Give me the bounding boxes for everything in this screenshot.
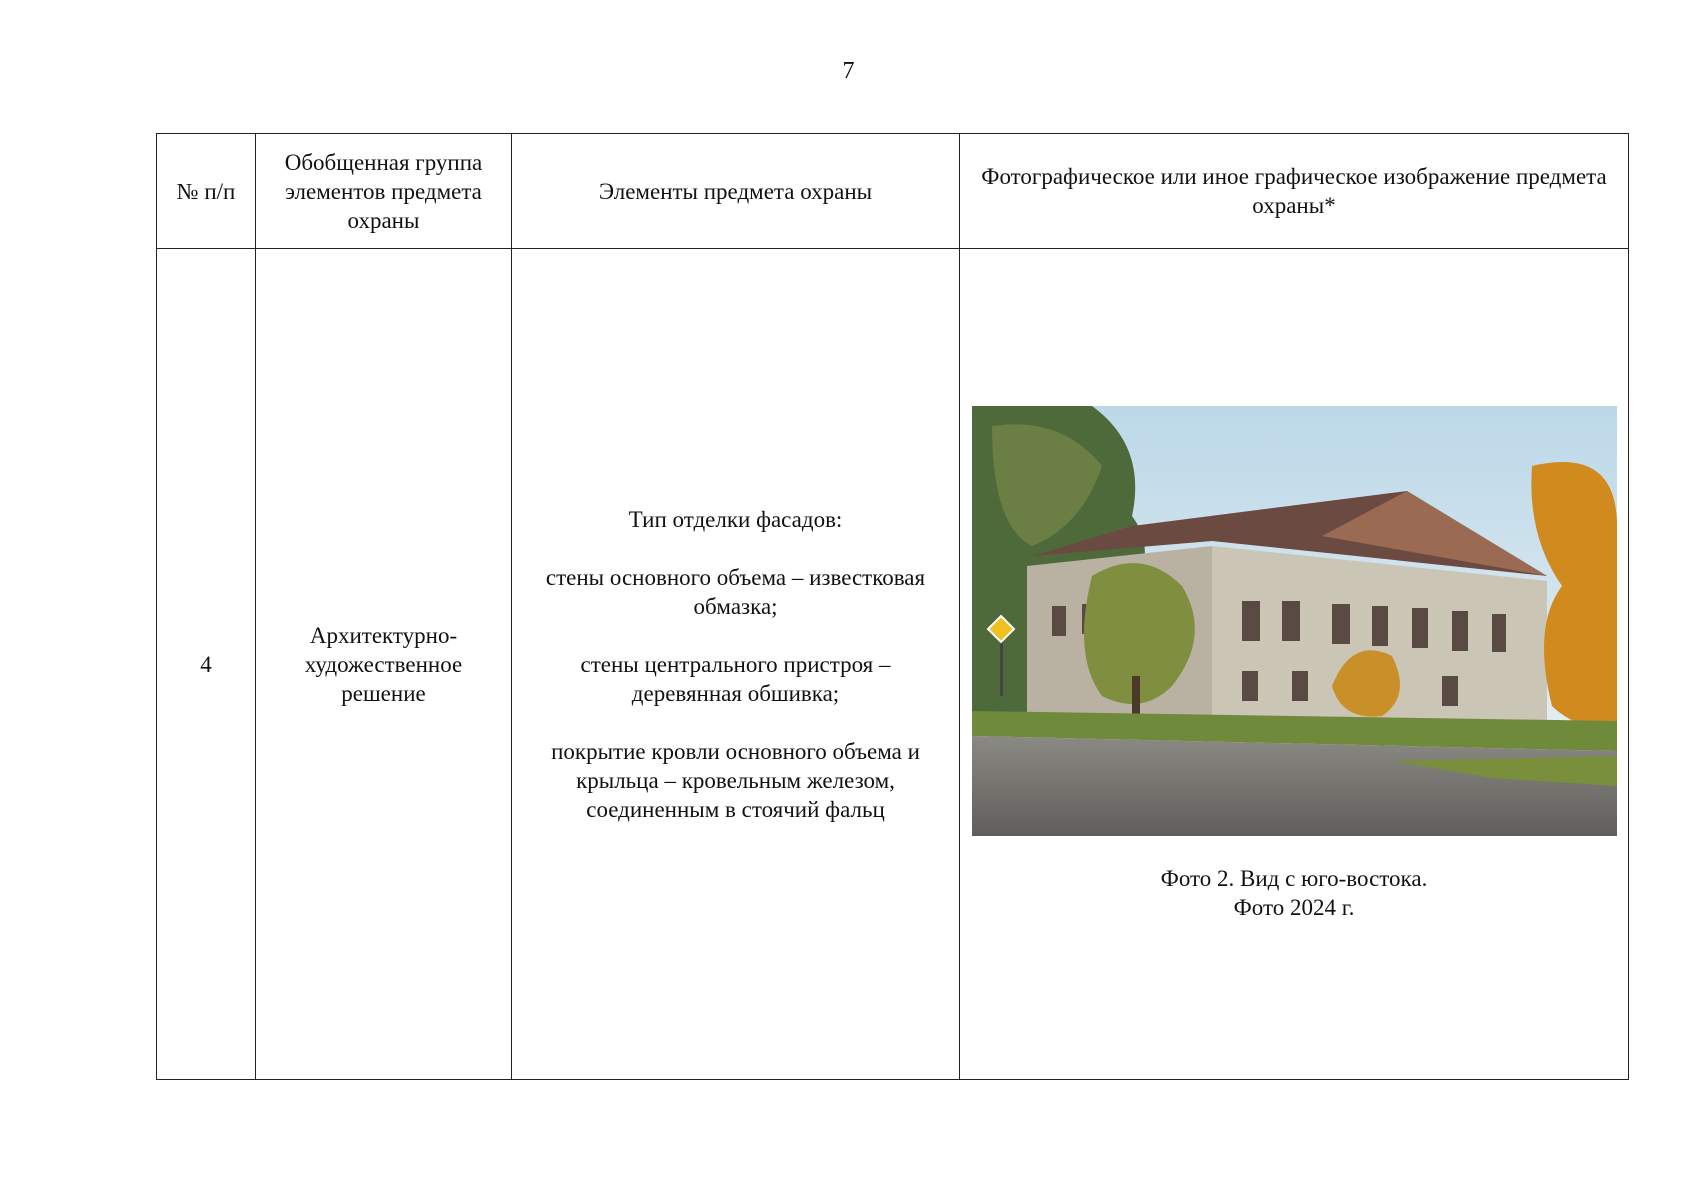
protection-elements-table (156, 133, 1629, 1080)
elements-item: стены центрального пристроя – деревянная обшивка; (580, 651, 891, 706)
caption-line-2: Фото 2024 г. (1233, 895, 1355, 920)
caption-line-1: Фото 2. Вид с юго-востока. (1160, 866, 1428, 891)
header-photo: Фотографическое или иное графическое изображение предмета охраны* (960, 134, 1629, 249)
page-number: 7 (842, 58, 855, 84)
elements-item: стены основного объема – известковая обмазка; (545, 564, 926, 619)
building-photo (972, 406, 1617, 836)
photo-caption (970, 864, 1618, 922)
row-group: Архитектурно-художественное решение (256, 249, 512, 1080)
row-photo (960, 249, 1629, 1080)
elements-heading: Тип отделки фасадов: (628, 506, 843, 532)
header-num: № п/п (157, 134, 256, 249)
table-row (157, 249, 1629, 1080)
header-elements: Элементы предмета охраны (512, 134, 960, 249)
elements-item: покрытие кровли основного объема и крыльца – кровельным железом, соединенным в стоячий фальц (551, 738, 920, 822)
row-num: 4 (157, 249, 256, 1080)
photo-road (972, 736, 1617, 836)
photo-sign-post (1000, 636, 1003, 696)
row-elements (512, 249, 960, 1080)
table-header-row (157, 134, 1629, 249)
header-group: Обобщенная группа элементов предмета охраны (256, 134, 512, 249)
